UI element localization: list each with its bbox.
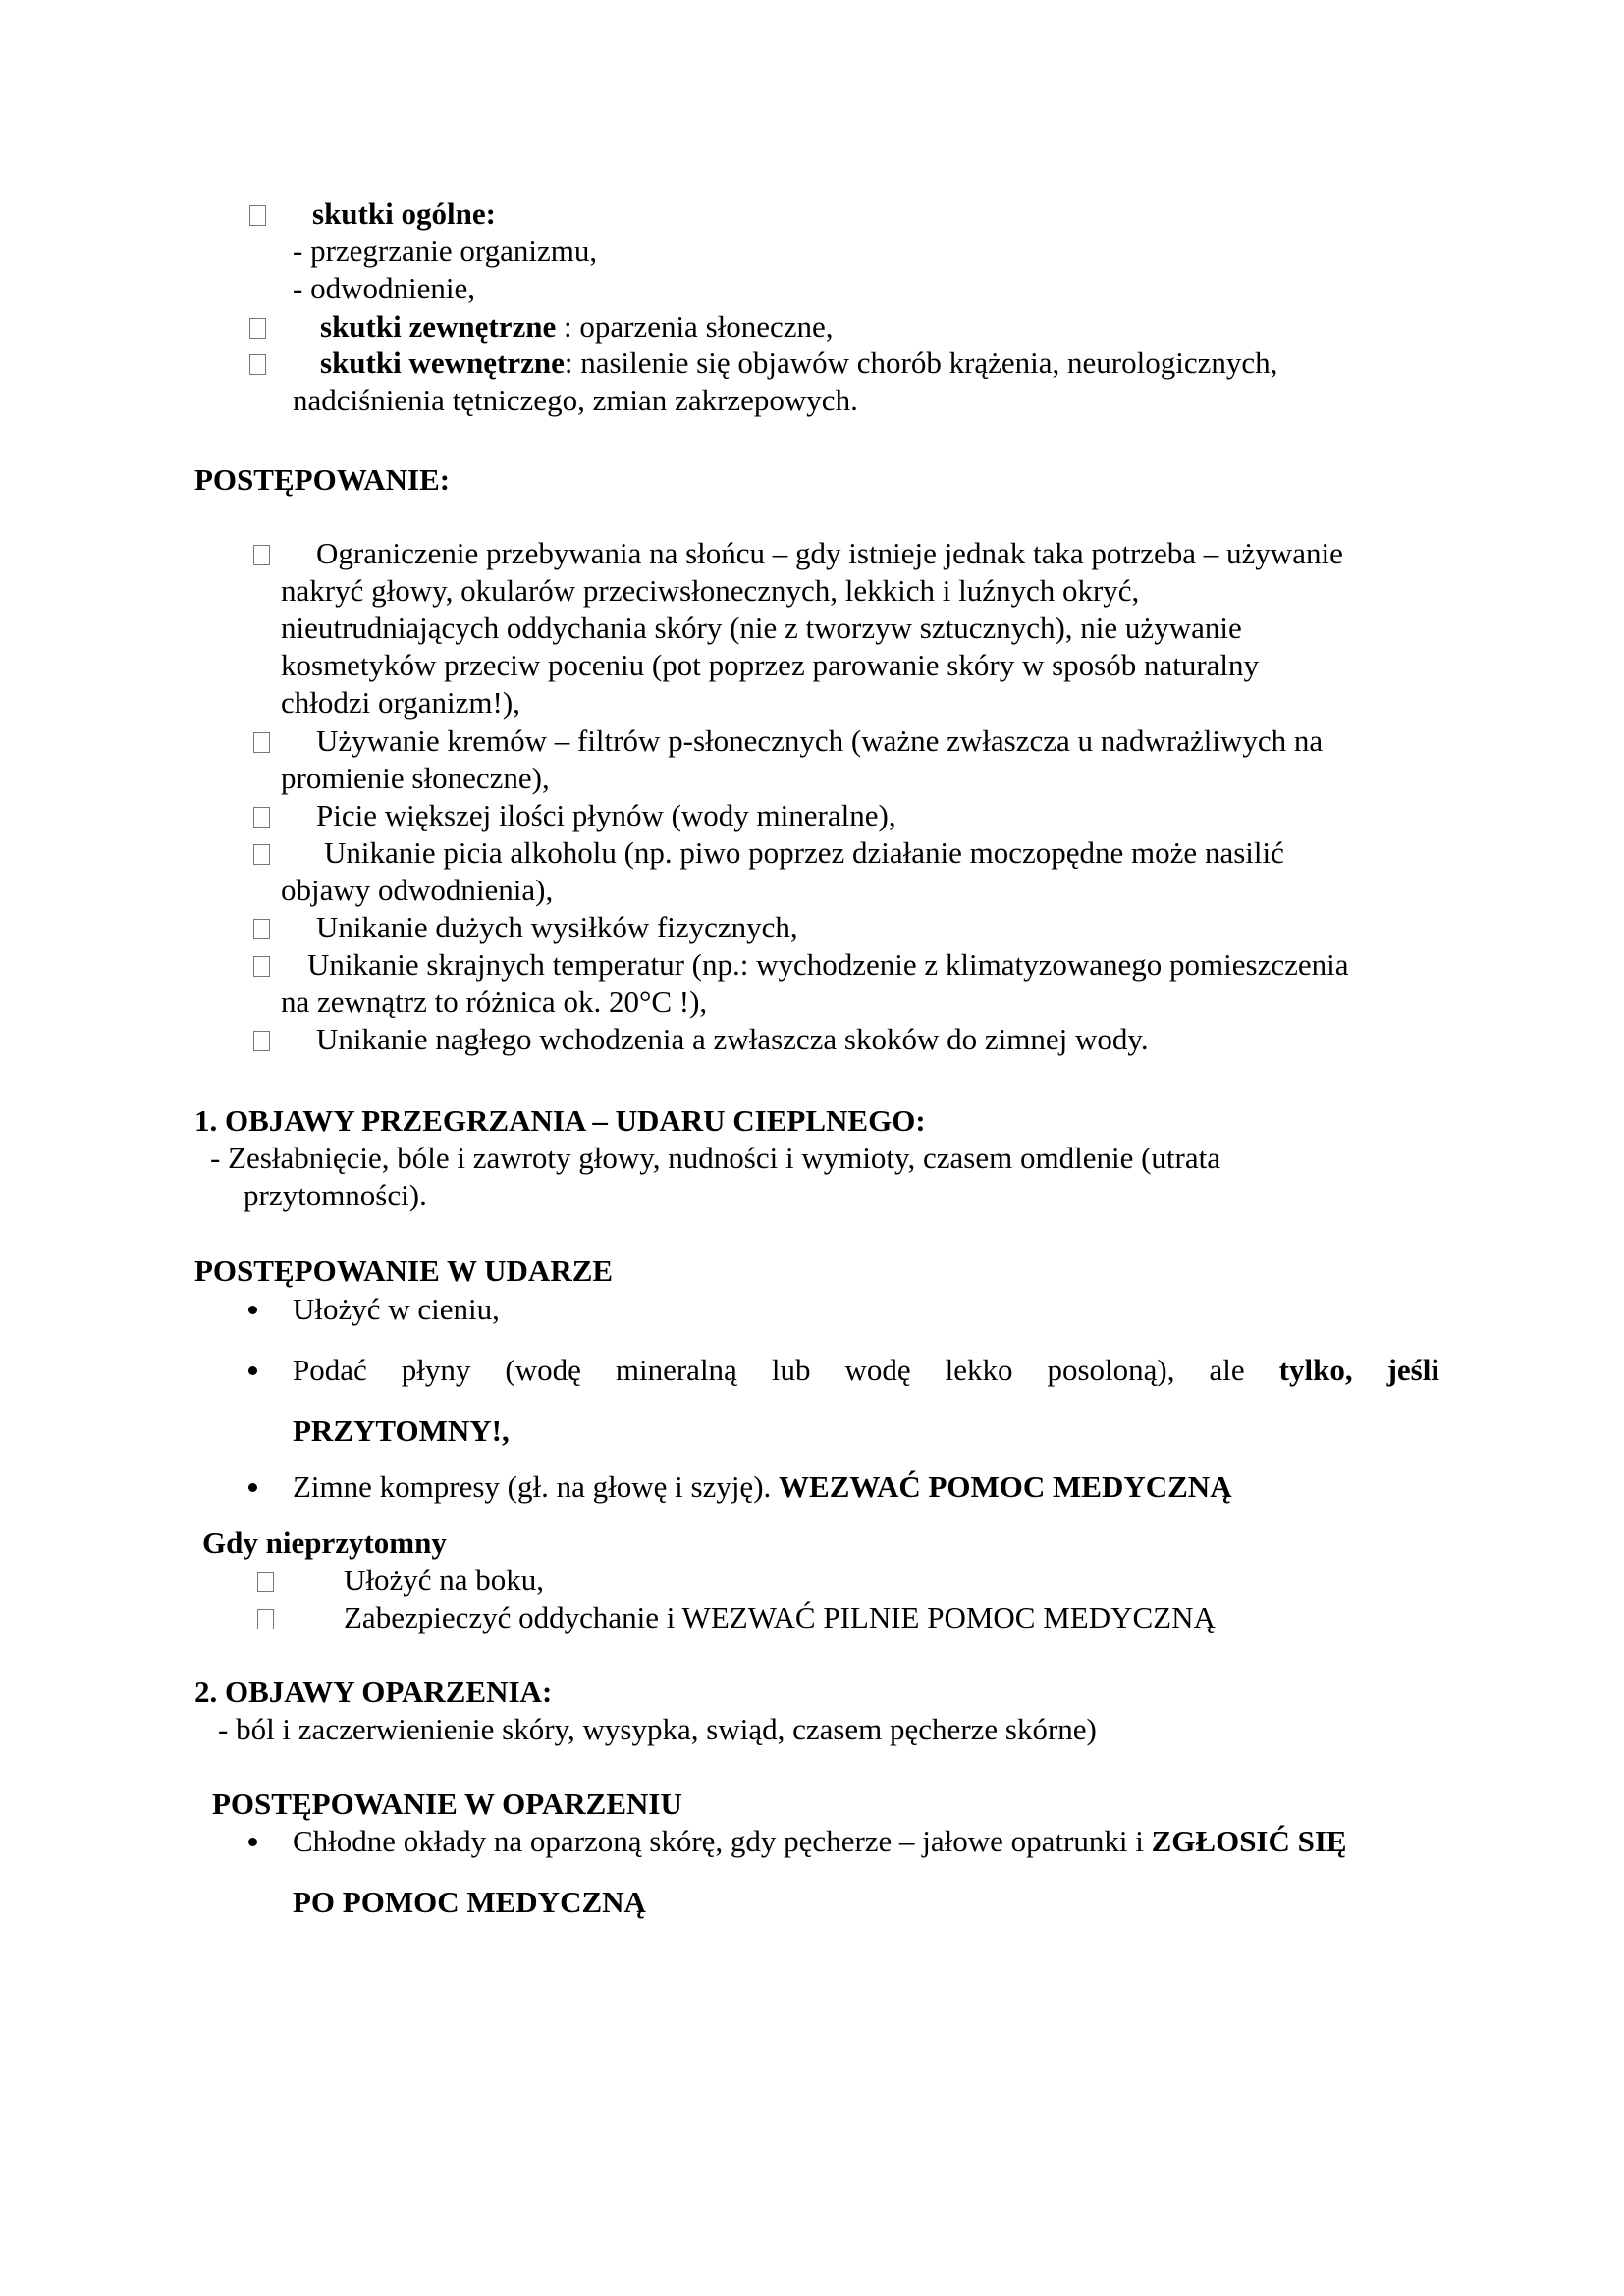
checkbox-bullet-icon — [253, 732, 270, 753]
bold-word: tylko, — [1278, 1353, 1353, 1387]
heat-stroke-heading: 1. OBJAWY PRZEGRZANIA – UDARU CIEPLNEGO: — [194, 1103, 926, 1138]
checkbox-bullet-icon — [253, 807, 270, 828]
heat-stroke-item: Ułożyć w cieniu, — [293, 1292, 500, 1326]
word: (wodę — [505, 1353, 581, 1387]
checkbox-bullet-icon — [253, 844, 270, 865]
procedure-line: Picie większej ilości płynów (wody mineralne), — [316, 798, 896, 832]
burn-item — [293, 1824, 1347, 1859]
word: mineralną — [615, 1353, 737, 1387]
checkbox-bullet-icon — [253, 1031, 270, 1051]
heat-stroke-item-continued: PRZYTOMNY!, — [293, 1414, 510, 1448]
procedure-line: chłodzi organizm!), — [281, 685, 520, 720]
burn-procedure-heading: POSTĘPOWANIE W OPARZENIU — [212, 1787, 682, 1821]
heat-stroke-symptoms-continued: przytomności). — [244, 1178, 427, 1212]
procedure-line: Unikanie picia alkoholu (np. piwo poprzez działanie moczopędne może nasilić — [324, 835, 1284, 870]
procedure-line: nakryć głowy, okularów przeciwsłonecznych, lekkich i luźnych okryć, — [281, 573, 1140, 608]
external-effects-text: : oparzenia słoneczne, — [556, 309, 834, 344]
burn-item-bold: ZGŁOSIĆ SIĘ — [1151, 1824, 1347, 1858]
external-effects-label: skutki zewnętrzne — [320, 309, 557, 344]
heat-stroke-procedure-heading: POSTĘPOWANIE W UDARZE — [194, 1254, 614, 1288]
word: ale — [1209, 1353, 1245, 1387]
general-effect-item: - odwodnienie, — [293, 271, 475, 305]
burn-symptoms: - ból i zaczerwienienie skóry, wysypka, swiąd, czasem pęcherze skórne) — [218, 1712, 1097, 1746]
procedure-line: promienie słoneczne), — [281, 761, 550, 795]
word: posoloną), — [1047, 1353, 1175, 1387]
bold-word: jeśli — [1386, 1353, 1439, 1387]
internal-effects-line — [320, 346, 1277, 381]
general-effects-label: skutki ogólne: — [312, 196, 496, 231]
external-effects-line — [320, 309, 834, 345]
checkbox-bullet-icon — [253, 919, 270, 939]
procedure-line: Używanie kremów – filtrów p-słonecznych (ważne zwłaszcza u nadwrażliwych na — [316, 723, 1324, 758]
procedure-line: nieutrudniających oddychania skóry (nie z tworzyw sztucznych), nie używanie — [281, 611, 1242, 645]
unconscious-item: Ułożyć na boku, — [344, 1563, 545, 1597]
checkbox-bullet-icon — [249, 354, 266, 375]
word: płyny — [401, 1353, 471, 1387]
bullet-dot-icon — [248, 1483, 257, 1492]
heat-stroke-item-text: Zimne kompresy (gł. na głowę i szyję). — [293, 1469, 780, 1504]
checkbox-bullet-icon — [253, 956, 270, 977]
word: wodę — [844, 1353, 911, 1387]
heat-stroke-item-justified — [293, 1353, 1439, 1388]
bullet-dot-icon — [248, 1306, 257, 1314]
procedure-line: Unikanie dużych wysiłków fizycznych, — [316, 910, 798, 944]
procedure-line: Unikanie nagłego wchodzenia a zwłaszcza skoków do zimnej wody. — [316, 1022, 1149, 1056]
burn-item-text: Chłodne okłady na oparzoną skórę, gdy pęcherze – jałowe opatrunki i — [293, 1824, 1152, 1858]
burn-item-continued: PO POMOC MEDYCZNĄ — [293, 1885, 646, 1919]
internal-effects-text-continued: nadciśnienia tętniczego, zmian zakrzepowych. — [293, 383, 858, 417]
procedure-line: Ograniczenie przebywania na słońcu – gdy istnieje jednak taka potrzeba – używanie — [316, 536, 1343, 570]
checkbox-bullet-icon — [249, 205, 266, 226]
bullet-dot-icon — [248, 1838, 257, 1846]
checkbox-bullet-icon — [257, 1572, 274, 1592]
checkbox-bullet-icon — [249, 318, 266, 339]
internal-effects-text: : nasilenie się objawów chorób krążenia, neurologicznych, — [564, 346, 1278, 380]
word: lub — [771, 1353, 811, 1387]
checkbox-bullet-icon — [253, 545, 270, 565]
heat-stroke-item-bold: WEZWAĆ POMOC MEDYCZNĄ — [779, 1469, 1232, 1504]
unconscious-item: Zabezpieczyć oddychanie i WEZWAĆ PILNIE POMOC MEDYCZNĄ — [344, 1600, 1216, 1634]
procedure-heading: POSTĘPOWANIE: — [194, 462, 451, 497]
word: Podać — [293, 1353, 367, 1387]
procedure-line: na zewnątrz to różnica ok. 20°C !), — [281, 985, 708, 1019]
bullet-dot-icon — [248, 1366, 257, 1375]
procedure-line: objawy odwodnienia), — [281, 873, 554, 907]
procedure-line: Unikanie skrajnych temperatur (np.: wychodzenie z klimatyzowanego pomieszczenia — [307, 947, 1349, 982]
general-effect-item: - przegrzanie organizmu, — [293, 234, 598, 268]
internal-effects-label: skutki wewnętrzne — [320, 346, 565, 380]
burn-heading: 2. OBJAWY OPARZENIA: — [194, 1675, 553, 1709]
word: lekko — [945, 1353, 1013, 1387]
unconscious-heading: Gdy nieprzytomny — [202, 1525, 447, 1560]
checkbox-bullet-icon — [257, 1609, 274, 1629]
procedure-line: kosmetyków przeciw poceniu (pot poprzez parowanie skóry w sposób naturalny — [281, 648, 1260, 682]
heat-stroke-symptoms: - Zesłabnięcie, bóle i zawroty głowy, nudności i wymioty, czasem omdlenie (utrata — [210, 1141, 1220, 1175]
heat-stroke-item — [293, 1469, 1232, 1505]
